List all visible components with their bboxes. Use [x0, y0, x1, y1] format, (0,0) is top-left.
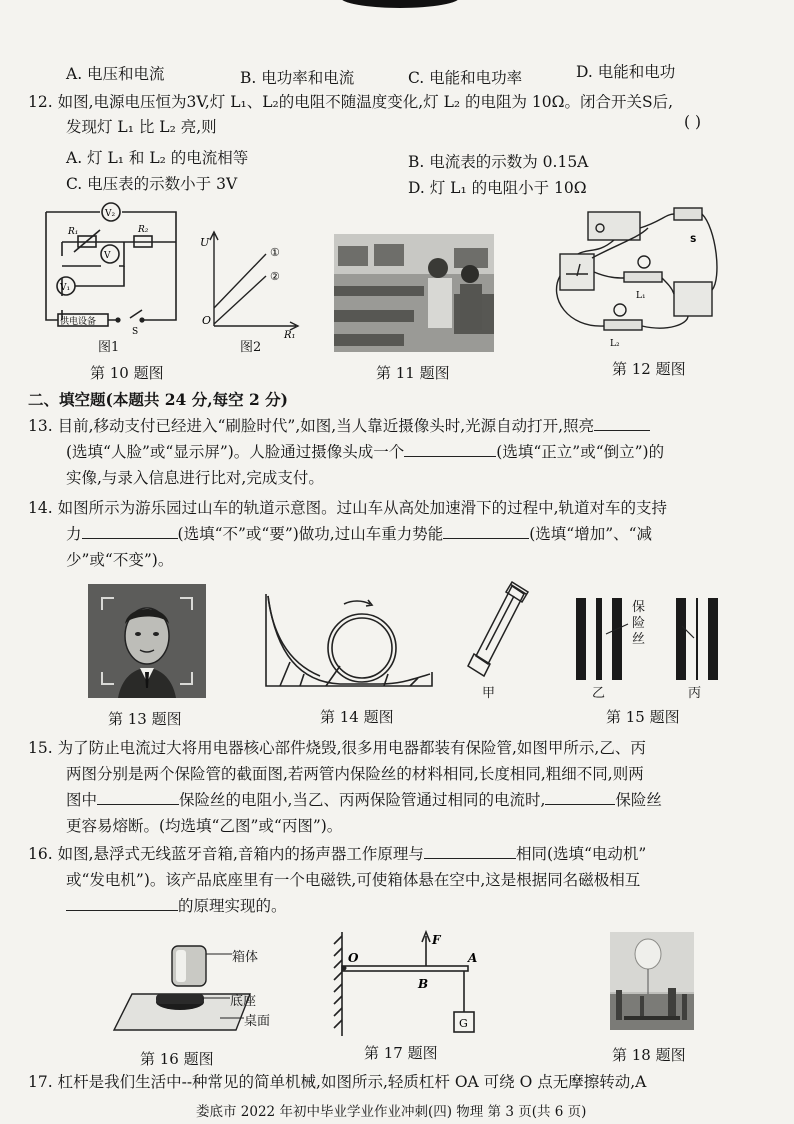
q17-line1: 17. 杠杆是我们生活中--种常见的简单机械,如图所示,轻质杠杆 OA 可绕 O 点无摩擦转动,A: [28, 1073, 647, 1091]
q12-option-a: A. 灯 L₁ 和 L₂ 的电流相等: [66, 149, 249, 167]
q14-line3: 少”或“不变”)。: [66, 551, 174, 569]
q16-blank-2[interactable]: [66, 894, 178, 911]
q15-text-3a: 图中: [66, 791, 98, 809]
q13-blank-1[interactable]: [594, 414, 650, 431]
q15-text-3b: 保险丝的电阻小,当乙、丙两保险管通过相同的电流时,: [179, 791, 546, 809]
q12-option-d: D. 灯 L₁ 的电阻小于 10Ω: [408, 179, 587, 197]
table-label: 桌面: [244, 1014, 271, 1029]
q15-text-3c: 保险丝: [615, 791, 662, 809]
fig10-caption: 第 10 题图: [90, 364, 164, 382]
q16-line3: [66, 894, 287, 916]
q13-line2: [66, 440, 664, 462]
base-label: 底座: [230, 994, 257, 1009]
q16-text-1a: 16. 如图,悬浮式无线蓝牙音箱,音箱内的扬声器工作原理与: [28, 845, 424, 863]
r1-axis-label: R₁: [284, 330, 296, 340]
q11-option-b: B. 电功率和电流: [240, 69, 355, 87]
q15-line1: 15. 为了防止电流过大将用电器核心部件烧毁,很多用电器都装有保险管,如图甲所示,乙、丙: [28, 739, 646, 757]
q16-text-1b: 相同(选填“电动机”: [515, 845, 647, 863]
r2-label: R₂: [138, 225, 149, 235]
answer-paren: ( ): [684, 113, 702, 131]
q15-line2: 两图分别是两个保险管的截面图,若两管内保险丝的材料相同,长度相同,粗细不同,则两: [66, 765, 644, 783]
fig18-caption: 第 18 题图: [612, 1046, 686, 1064]
fig17-lever-diagram: [330, 926, 490, 1042]
q16-line1: [28, 842, 646, 864]
q15-line4: 更容易熔断。(均选填“乙图”或“丙图”)。: [66, 817, 343, 835]
q16-blank-1[interactable]: [424, 842, 516, 859]
switch-s-label-12: S: [690, 235, 697, 245]
q13-line3: 实像,与录入信息进行比对,完成支付。: [66, 469, 324, 487]
force-f-label: F: [432, 933, 441, 947]
binding-mark: [340, 0, 460, 8]
fig10-u-r-graph: [196, 226, 306, 340]
fuse-wire-label: 保险丝: [632, 600, 646, 647]
u-axis-label: U: [200, 236, 210, 249]
fig14-caption: 第 14 题图: [320, 708, 394, 726]
q14-text-2b: (选填“不”或“要”)做功,过山车重力势能: [177, 525, 444, 543]
fig15-caption: 第 15 题图: [606, 708, 680, 726]
fig13-caption: 第 13 题图: [108, 710, 182, 728]
fig12-caption: 第 12 题图: [612, 360, 686, 378]
fig15-bing-label: 丙: [688, 686, 702, 701]
fig2-label: 图2: [240, 340, 262, 355]
fig13-face-scan-image: [88, 584, 206, 698]
fig10-circuit-diagram: [38, 198, 188, 340]
q13-text-1: 13. 目前,移动支付已经进入“刷脸时代”,如图,当人靠近摄像头时,光源自动打开,照亮: [28, 417, 595, 435]
q15-blank-2[interactable]: [545, 788, 615, 805]
q13-text-2b: (选填“正立”或“倒立”)的: [496, 443, 665, 461]
fig15-fuse-tube-image: [466, 580, 536, 680]
q16-text-3: 的原理实现的。: [178, 897, 287, 915]
q14-line2: [66, 522, 652, 544]
q15-line3: [66, 788, 662, 810]
supply-device-label: 供电设备: [60, 317, 97, 327]
q11-option-c: C. 电能和电功率: [408, 69, 523, 87]
line-2-label: ②: [270, 270, 280, 283]
point-a-label: A: [468, 951, 478, 965]
fig11-photo: [334, 234, 494, 352]
origin-label: O: [202, 314, 212, 327]
fig15-jia-label: 甲: [482, 686, 496, 701]
fig12-circuit-apparatus: [548, 198, 724, 354]
switch-s-label: S: [132, 327, 139, 337]
q14-text-2a: 力: [66, 525, 82, 543]
q14-blank-1[interactable]: [82, 522, 178, 539]
l2-label: L₂: [610, 339, 620, 349]
q14-text-2c: (选填“增加”、“减: [529, 525, 653, 543]
q13-line1: [28, 414, 650, 436]
q12-stem-line2: 发现灯 L₁ 比 L₂ 亮,则: [66, 118, 217, 136]
point-b-label: B: [418, 977, 429, 991]
q12-stem-line1: 12. 如图,电源电压恒为3V,灯 L₁、L₂的电阻不随温度变化,灯 L₂ 的电阻为 10Ω。闭合开关S后,: [28, 93, 674, 111]
q12-option-c: C. 电压表的示数小于 3V: [66, 175, 238, 193]
box-label: 箱体: [232, 950, 259, 965]
q12-option-b: B. 电流表的示数为 0.15A: [408, 153, 589, 171]
v2-label: V₂: [105, 209, 116, 219]
weight-g-label: G: [459, 1017, 468, 1030]
q13-blank-2[interactable]: [404, 440, 496, 457]
r1-label: R₁: [68, 227, 79, 237]
q15-blank-1[interactable]: [97, 788, 179, 805]
line-1-label: ①: [270, 246, 280, 259]
fig14-roller-coaster-track: [260, 590, 436, 694]
v-meter-mark: V: [104, 251, 111, 261]
l1-label: L₁: [636, 291, 646, 301]
fig16-caption: 第 16 题图: [140, 1050, 214, 1068]
q16-line2: 或“发电机”)。该产品底座里有一个电磁铁,可使箱体悬在空中,这是根据同名磁极相互: [66, 871, 641, 889]
page-footer: 娄底市 2022 年初中毕业学业作业冲刺(四) 物理 第 3 页(共 6 页): [196, 1104, 587, 1120]
q14-line1: 14. 如图所示为游乐园过山车的轨道示意图。过山车从高处加速滑下的过程中,轨道对车的支持: [28, 499, 668, 517]
q11-option-a: A. 电压和电流: [66, 65, 165, 83]
v1-label: V₁: [60, 283, 71, 293]
fig15-fuse-cross-sections: [570, 594, 730, 684]
fig15-yi-label: 乙: [592, 686, 606, 701]
fig18-balloon-photo: [610, 932, 694, 1030]
fig17-caption: 第 17 题图: [364, 1044, 438, 1062]
fig11-caption: 第 11 题图: [376, 364, 450, 382]
section-2-heading: 二、填空题(本题共 24 分,每空 2 分): [28, 390, 289, 409]
q14-blank-2[interactable]: [443, 522, 529, 539]
fig1-label: 图1: [98, 340, 120, 355]
point-o-label: O: [348, 951, 359, 965]
q13-text-2a: (选填“人脸”或“显示屏”)。人脸通过摄像头成一个: [66, 443, 405, 461]
q11-option-d: D. 电能和电功: [576, 63, 676, 81]
